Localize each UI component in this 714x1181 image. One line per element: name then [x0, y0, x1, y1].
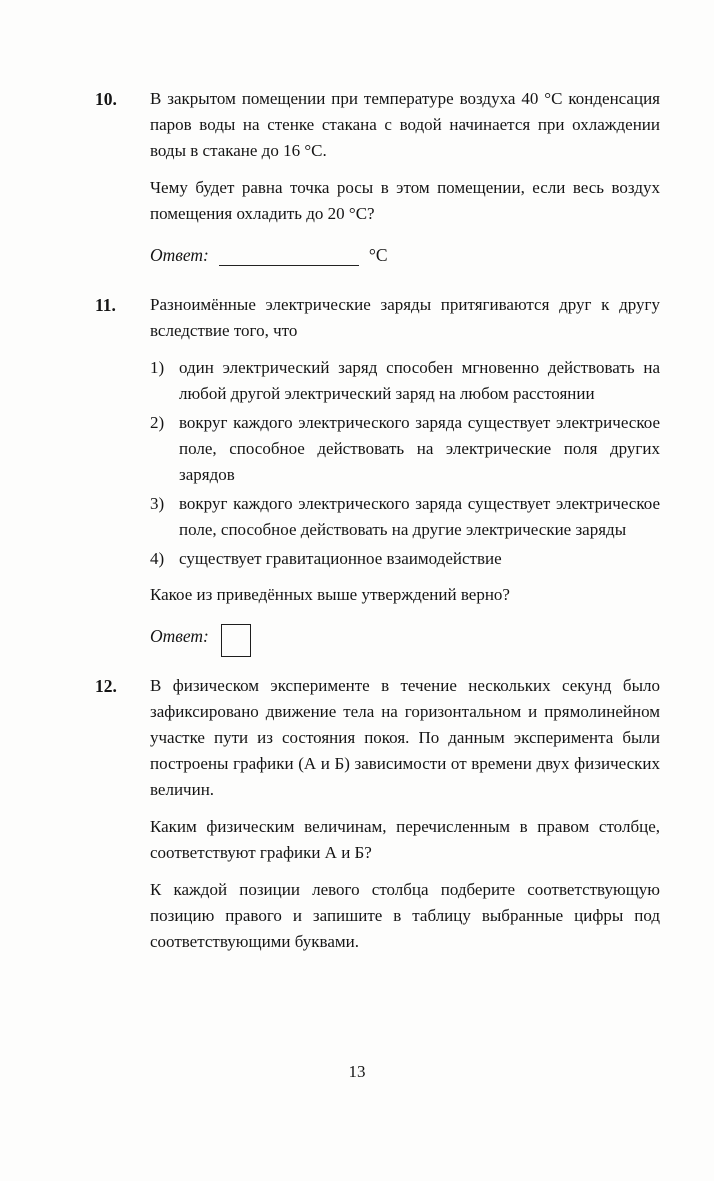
question-11 — [95, 292, 660, 649]
option-1-number: 1) — [150, 358, 165, 377]
option-4-text: существует гравитационное взаимодействие — [179, 549, 502, 568]
option-2-text: вокруг каждого электрического заряда существует электрическое поле, способное действовать на электрические поля других зарядов — [179, 413, 660, 484]
question-10 — [95, 86, 660, 268]
question-10-prompt: Чему будет равна точка росы в этом помещении, если весь воздух помещения охладить до 20 °С? — [150, 178, 660, 223]
option-2 — [150, 410, 660, 488]
option-3-number: 3) — [150, 494, 165, 513]
question-10-text: В закрытом помещении при температуре воздуха 40 °С конденсация паров воды на стенке стакана с водой начинается при охлаждении воды в стакане до 16 °С. — [150, 89, 660, 160]
answer-box — [221, 624, 251, 657]
question-12-instruction: К каждой позиции левого столбца подберите соответствующую позицию правого и запишите в таблицу выбранные цифры под соответствующими буквами. — [150, 880, 660, 951]
answer-blank-line — [219, 249, 359, 267]
page-number: 13 — [348, 1062, 366, 1081]
question-12-prompt: Каким физическим величинам, перечисленным в правом столбце, соответствуют графики А и Б? — [150, 817, 660, 862]
option-4-number: 4) — [150, 549, 165, 568]
answer-label: Ответ: — [150, 245, 209, 265]
question-12-text: В физическом эксперименте в течение нескольких секунд было зафиксировано движение тела на горизонтальном и прямолинейном участке пути из состояния покоя. По данным эксперимента были построены графики (А и Б) зависимости от времени двух физических величин. — [150, 676, 660, 799]
option-3-text: вокруг каждого электрического заряда существует электрическое поле, способное действовать на другие электрические заряды — [179, 494, 660, 539]
question-11-answer-line — [150, 623, 660, 649]
option-4 — [150, 546, 660, 572]
question-11-options — [150, 355, 660, 572]
answer-unit: °С — [368, 245, 388, 265]
question-11-prompt: Какое из приведённых выше утверждений верно? — [150, 585, 510, 604]
option-1 — [150, 355, 660, 407]
option-2-number: 2) — [150, 413, 165, 432]
question-12-number: 12. — [95, 676, 117, 696]
question-11-stem: Разноимённые электрические заряды притягиваются друг к другу вследствие того, что — [150, 295, 660, 340]
question-10-number: 10. — [95, 89, 117, 109]
question-12 — [95, 673, 660, 955]
question-11-number: 11. — [95, 295, 116, 315]
option-1-text: один электрический заряд способен мгновенно действовать на любой другой электрический заряд на любом расстоянии — [179, 358, 660, 403]
option-3 — [150, 491, 660, 543]
answer-label: Ответ: — [150, 626, 209, 646]
question-10-answer-line — [150, 242, 660, 268]
